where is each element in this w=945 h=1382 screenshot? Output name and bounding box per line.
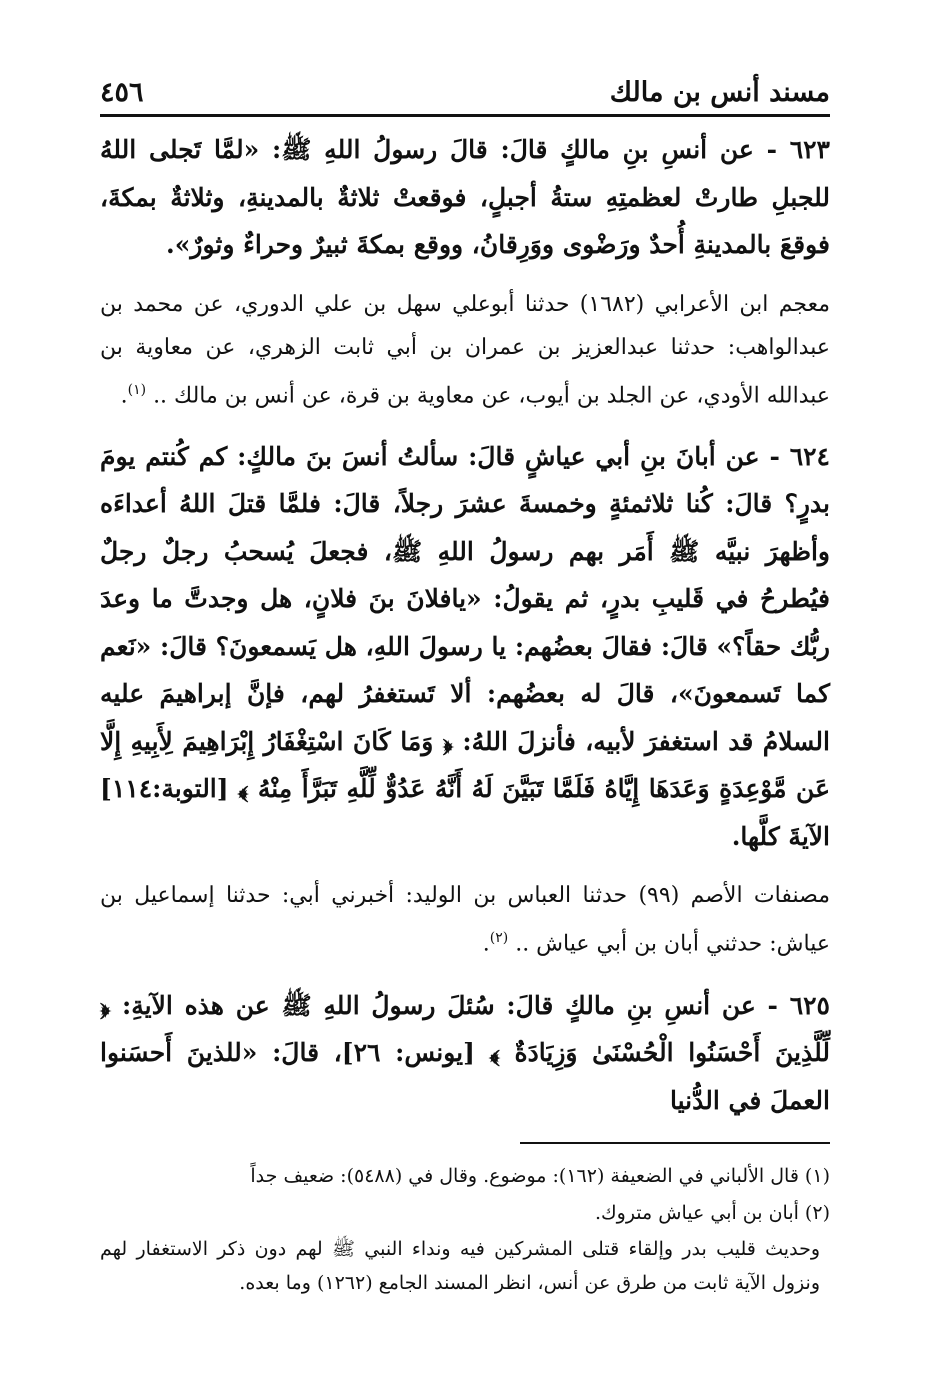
page-header bbox=[100, 70, 830, 117]
page-number: ٤٥٦ bbox=[100, 76, 144, 108]
source-ibn-alarabi: معجم ابن الأعرابي (١٦٨٢) حدثنا أبوعلي سهل بن علي الدوري، عن محمد بن عبدالواهب: حدثنا عبدالعزيز بن عمران بن أبي ثابت الزهري، عن معاوية بن عبدالله الأودي، عن الجلد بن أيوب، عن معاوية بن قرة، عن أنس بن مالك .. $^{(١)}$. bbox=[100, 291, 830, 408]
hadith-625: ٦٢٥ - عن أنسِ بنِ مالكٍ قالَ: سُئلَ رسولُ اللهِ ﷺ عن هذه الآيةِ: ﴿ لِّلَّذِينَ أَحْسَنُوا الْحُسْنَىٰ وَزِيَادَةٌ ﴾ [يونس: ٢٦]، قالَ: «للذينَ أَحسَنوا العملَ في الدُّنيا bbox=[100, 990, 830, 1115]
hadith-624: ٦٢٤ - عن أبانَ بنِ أبي عياشٍ قالَ: سألتُ أنسَ بنَ مالكٍ: كم كُنتم يومَ بدرٍ؟ قالَ: كُنا ثلاثمئةٍ وخمسةَ عشرَ رجلاً، قالَ: فلمَّا قتلَ اللهُ أعداءَه وأظهرَ نبيَّه ﷺ أَمَر بهم رسولُ اللهِ ﷺ، فجعلَ يُسحبُ رجلٌ رجلٌ فيُطرحُ في قَليبِ بدرٍ، ثم يقولُ: «يافلانَ بنَ فلانٍ، هل وجدتَّ ما وعدَ ربُّك حقاً؟» قالَ: فقالَ بعضُهم: يا رسولَ اللهِ، هل يَسمعونَ؟ قالَ: «نَعم كما تَسمعونَ»، قالَ له بعضُهم: ألا تَستغفرُ لهم، فإنَّ إبراهيمَ عليه السلامُ قد استغفرَ لأبيه، فأنزلَ اللهُ: ﴿ وَمَا كَانَ اسْتِغْفَارُ إِبْرَاهِيمَ لِأَبِيهِ إِلَّا عَن مَّوْعِدَةٍ وَعَدَهَا إِيَّاهُ فَلَمَّا تَبَيَّنَ لَهُ أَنَّهُ عَدُوٌّ لِّلَّهِ تَبَرَّأَ مِنْهُ ﴾ [التوبة:١١٤] الآيةَ كلَّها. bbox=[100, 441, 830, 851]
source-alasam: مصنفات الأصم (٩٩) حدثنا العباس بن الوليد: أخبرني أبي: حدثنا إسماعيل بن عياش: حدثني أبان بن أبي عياش .. $^{(٢)}$. bbox=[100, 883, 830, 957]
running-title: مسند أنس بن مالك bbox=[609, 76, 830, 108]
page-body bbox=[100, 126, 830, 1300]
footnote-2-continuation: وحديث قليب بدر وإلقاء قتلى المشركين فيه ونداء النبي ﷺ لهم دون ذكر الاستغفار لهم ونزول الآية ثابت من طرق عن أنس، انظر المسند الجامع (١٢٦٢) وما بعده. bbox=[100, 1238, 820, 1295]
footnote-1: (١) قال الألباني في الضعيفة (١٦٢): موضوع. وقال في (٥٤٨٨): ضعيف جداً bbox=[250, 1165, 830, 1188]
footnote-divider bbox=[520, 1142, 830, 1144]
footnote-2: (٢) أبان بن أبي عياش متروك. bbox=[594, 1202, 830, 1225]
footnote-ref-2: (٢) bbox=[489, 930, 509, 947]
hadith-623: ٦٢٣ - عن أنسِ بنِ مالكٍ قالَ: قالَ رسولُ اللهِ ﷺ: «لمَّا تَجلى اللهُ للجبلِ طارتْ لعظمتِهِ ستةُ أجبلٍ، فوقعتْ ثلاثةٌ بالمدينةِ، وثلاثةٌ بمكةَ، فوقعَ بالمدينةِ أُحدٌ ورَضْوى ووَرِقانُ، ووقع بمكةَ ثبيرٌ وحراءٌ وثورٌ». bbox=[100, 135, 830, 259]
footnote-ref-1: (١) bbox=[127, 381, 147, 398]
